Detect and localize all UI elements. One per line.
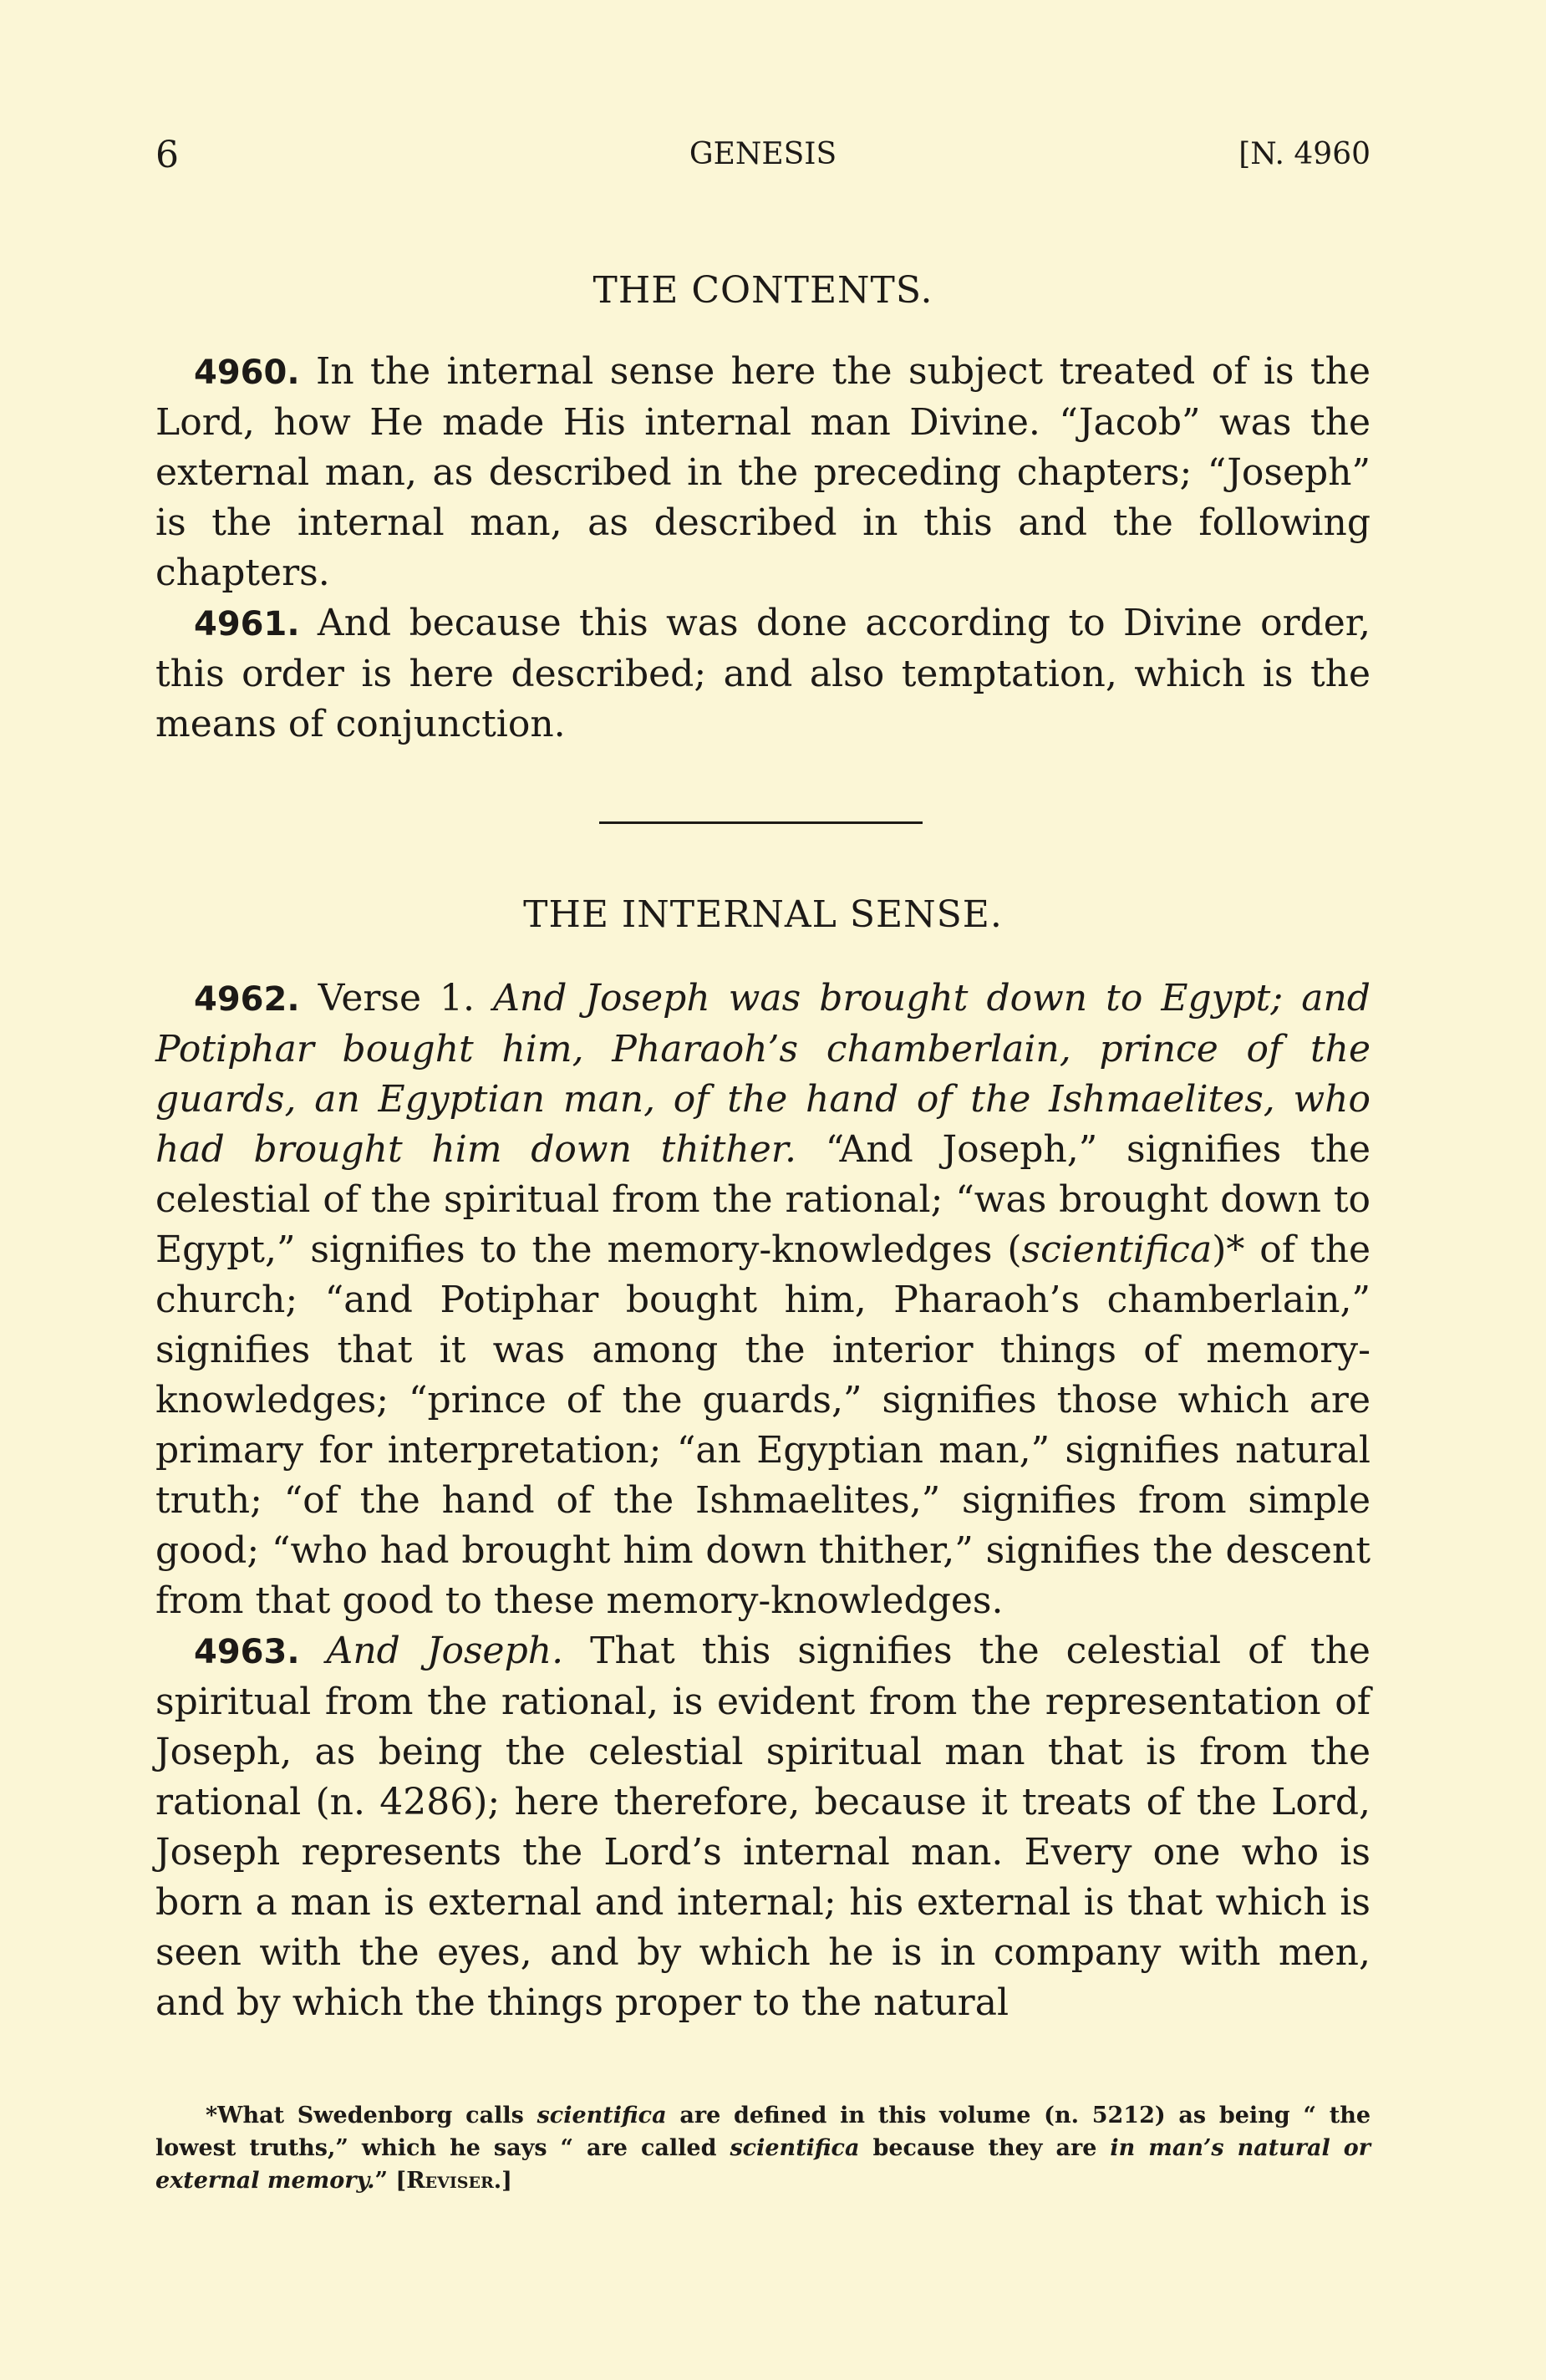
section-reference: [N. 4960 bbox=[1238, 137, 1371, 171]
section-divider bbox=[599, 821, 923, 824]
paragraph-4960 bbox=[155, 347, 1371, 598]
paragraph-4963 bbox=[155, 1626, 1371, 2028]
internal-sense-heading: THE INTERNAL SENSE. bbox=[523, 893, 1003, 936]
lead-phrase: And Joseph. bbox=[326, 1630, 564, 1672]
paragraph-text: )* of the church; “and Potiphar bought him, Pharaoh’s chamberlain,” signifies that it was among the interior things of memory-knowledges; “prince of the guards,” signifies those which are primary for interpretation; “an Egyptian man,” signifies natural truth; “of the hand of the Ishmaelites,” signifies from simple good; “who had brought him down thither,” signifies the descent from that good to these memory-knowledges. bbox=[155, 1228, 1371, 1622]
footnote-text: because they are bbox=[872, 2135, 1097, 2161]
footnote-text: are defined in this volume (n. 5212) as being “ the lowest truths,” which he says “ are called bbox=[155, 2103, 1371, 2161]
footnote-italic: scientifica bbox=[730, 2135, 860, 2161]
paragraph-text: “And Joseph,” signifies the celestial of the spiritual from the rational; “was brought down to Egypt,” signifies to the memory-knowledges ( bbox=[155, 1128, 1371, 1271]
footnote-text: ” [ bbox=[374, 2168, 407, 2194]
paragraph-number: 4962. bbox=[194, 980, 300, 1019]
paragraph-4962 bbox=[155, 974, 1371, 1626]
footnote-text: ] bbox=[501, 2168, 512, 2194]
footnote-attribution: Reviser. bbox=[406, 2168, 502, 2194]
internal-sense-body bbox=[155, 974, 1371, 2028]
running-header bbox=[155, 134, 1371, 184]
footnote-italic: in man’s natural or external memory. bbox=[155, 2135, 1371, 2194]
paragraph-text: And because this was done according to Divine order, this order is here described; and also temptation, which is the means of conjunction. bbox=[155, 602, 1371, 745]
paragraph-text: In the internal sense here the subject treated of is the Lord, how He made His internal man Divine. “Jacob” was the external man, as described in the preceding chapters; “Joseph” is the internal man, as described in this and the following chapters. bbox=[155, 350, 1371, 594]
paragraph-number: 4961. bbox=[194, 605, 300, 643]
contents-body bbox=[155, 347, 1371, 750]
footnote bbox=[155, 2099, 1371, 2197]
page-number: 6 bbox=[155, 134, 179, 176]
verse-text: And Joseph was brought down to Egypt; and Potiphar bought him, Pharaoh’s chamberlain, prince of the guards, an Egyptian man, of the hand of the Ishmaelites, who had brought him down thither. bbox=[155, 977, 1371, 1171]
paragraph-text: That this signifies the celestial of the spiritual from the rational, is evident from the representation of Joseph, as being the celestial spiritual man that is from the rational (n. 4286); here therefore, because it treats of the Lord, Joseph represents the Lord’s internal man. Every one who is born a man is external and internal; his external is that which is seen with the eyes, and by which he is in company with men, and by which the things proper to the natural bbox=[155, 1630, 1371, 2024]
verse-label: Verse 1. bbox=[318, 977, 475, 1020]
footnote-italic: scientifica bbox=[537, 2103, 667, 2128]
contents-heading: THE CONTENTS. bbox=[592, 269, 933, 312]
paragraph-number: 4963. bbox=[194, 1633, 300, 1671]
paragraph-4961 bbox=[155, 598, 1371, 750]
running-title: GENESIS bbox=[689, 137, 837, 171]
footnote-text: *What Swedenborg calls bbox=[206, 2103, 524, 2128]
paragraph-number: 4960. bbox=[194, 353, 300, 392]
italic-term: scientifica bbox=[1021, 1228, 1213, 1271]
